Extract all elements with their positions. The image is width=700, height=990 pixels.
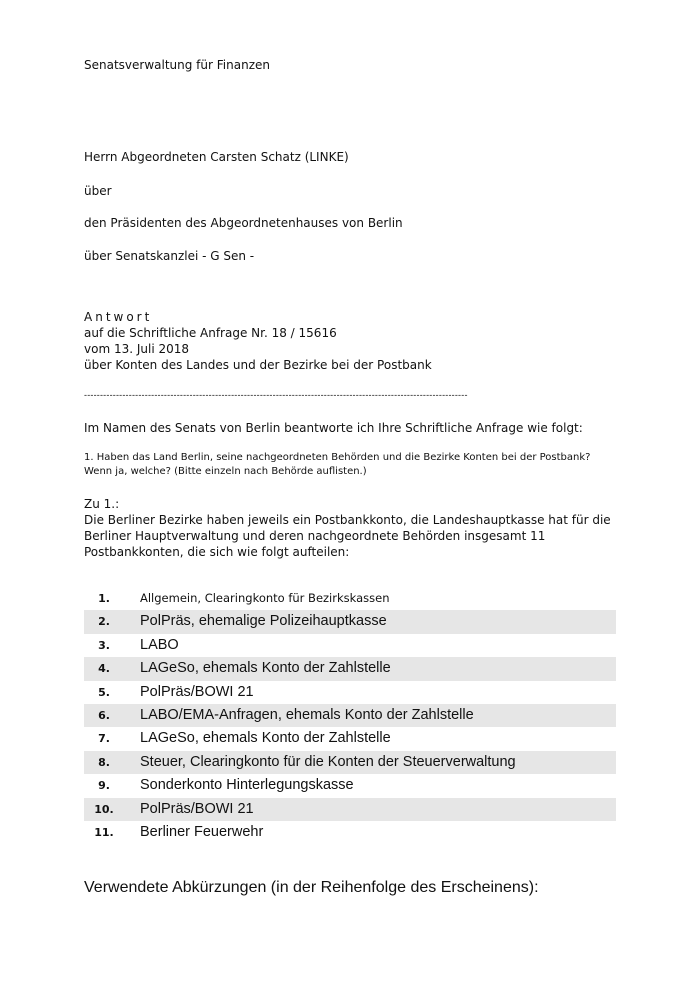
table-row <box>84 610 616 633</box>
via-line-1: über <box>84 184 112 198</box>
recipient-line: Herrn Abgeordneten Carsten Schatz (LINKE) <box>84 150 349 164</box>
table-row <box>84 681 616 704</box>
row-number: 7. <box>98 732 110 746</box>
row-number: 9. <box>98 779 110 793</box>
row-label: PolPräs/BOWI 21 <box>140 800 254 817</box>
via-line-3: über Senatskanzlei - G Sen - <box>84 249 255 263</box>
row-number: 5. <box>98 685 110 699</box>
answer-label: Zu 1.: <box>84 497 120 511</box>
inquiry-number: auf die Schriftliche Anfrage Nr. 18 / 15616 <box>84 326 337 340</box>
answer-title: Antwort <box>84 310 153 324</box>
row-label: LABO/EMA-Anfragen, ehemals Konto der Zahlstelle <box>140 706 474 723</box>
row-number: 8. <box>98 755 110 769</box>
answer-text: Die Berliner Bezirke haben jeweils ein Postbankkonto, die Landeshauptkasse hat für die Berliner Hauptverwaltung und deren nachgeordnete Behörden insgesamt 11 Postbankkonten, die sich wie folgt aufteilen: <box>84 513 611 559</box>
table-row <box>84 798 616 821</box>
row-label: Allgemein, Clearingkonto für Bezirkskassen <box>140 591 390 605</box>
row-number: 2. <box>98 615 110 629</box>
table-row <box>84 821 616 844</box>
table-row <box>84 704 616 727</box>
separator-line: ------------------------------------------------------------------------------------------------------------------------ <box>84 390 468 400</box>
table-row <box>84 727 616 750</box>
row-label: PolPräs, ehemalige Polizeihauptkasse <box>140 613 387 630</box>
via-line-2: den Präsidenten des Abgeordnetenhauses von Berlin <box>84 216 403 230</box>
row-number: 11. <box>94 825 114 839</box>
row-number: 3. <box>98 638 110 652</box>
table-row <box>84 587 616 610</box>
table-row <box>84 751 616 774</box>
inquiry-subject: über Konten des Landes und der Bezirke bei der Postbank <box>84 358 432 372</box>
table-row <box>84 774 616 797</box>
abbreviations-heading: Verwendete Abkürzungen (in der Reihenfolge des Erscheinens): <box>84 879 539 896</box>
row-label: LABO <box>140 636 179 653</box>
row-label: LAGeSo, ehemals Konto der Zahlstelle <box>140 660 391 677</box>
row-number: 4. <box>98 662 110 676</box>
intro-text: Im Namen des Senats von Berlin beantworte ich Ihre Schriftliche Anfrage wie folgt: <box>84 421 583 435</box>
row-number: 6. <box>98 708 110 722</box>
question-1: 1. Haben das Land Berlin, seine nachgeordneten Behörden und die Bezirke Konten bei der Postbank? Wenn ja, welche? (Bitte einzeln nach Behörde auflisten.) <box>84 452 591 477</box>
row-label: Sonderkonto Hinterlegungskasse <box>140 777 354 794</box>
row-number: 1. <box>98 592 110 605</box>
row-label: LAGeSo, ehemals Konto der Zahlstelle <box>140 730 391 747</box>
row-label: Steuer, Clearingkonto für die Konten der Steuerverwaltung <box>140 753 516 770</box>
table-row <box>84 657 616 680</box>
table-row <box>84 634 616 657</box>
row-label: PolPräs/BOWI 21 <box>140 683 254 700</box>
authority-name: Senatsverwaltung für Finanzen <box>84 58 270 72</box>
inquiry-date: vom 13. Juli 2018 <box>84 342 190 356</box>
accounts-table <box>84 587 616 844</box>
row-label: Berliner Feuerwehr <box>140 823 264 840</box>
row-number: 10. <box>94 802 114 816</box>
